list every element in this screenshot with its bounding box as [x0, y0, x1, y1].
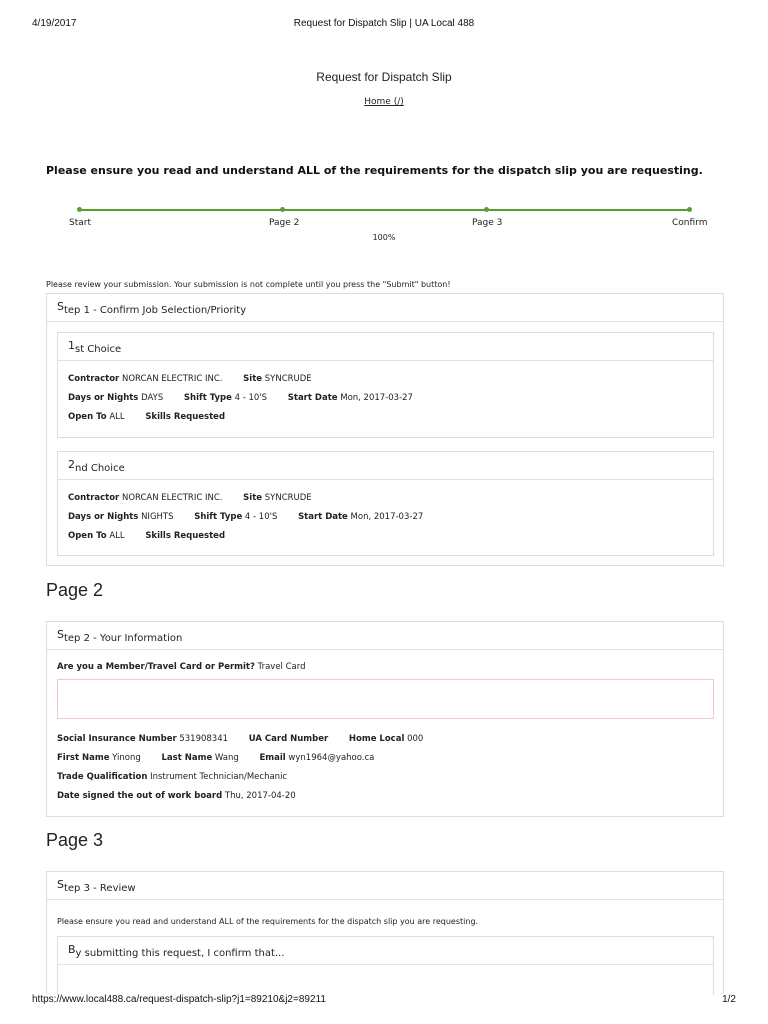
sin-label: Social Insurance Number	[57, 734, 177, 744]
step3-heading-cap: S	[57, 878, 64, 891]
email-value: wyn1964@yahoo.ca	[288, 753, 375, 763]
second-choice-row-1	[68, 493, 312, 503]
start-label: Start Date	[298, 512, 348, 522]
info-row-1	[57, 734, 423, 744]
member-details-box	[57, 679, 714, 719]
page3-title: Page 3	[46, 830, 104, 850]
shift-value: 4 - 10'S	[234, 393, 268, 403]
days-label: Days or Nights	[68, 393, 139, 403]
contractor-label: Contractor	[68, 493, 120, 503]
info-row-4	[57, 791, 296, 801]
trade-value: Instrument Technician/Mechanic	[150, 772, 288, 782]
step2-heading	[47, 622, 723, 650]
second-choice-row-3	[68, 531, 225, 541]
email-label: Email	[259, 753, 286, 763]
confirm-panel	[57, 936, 714, 995]
first-choice-row-2	[68, 393, 413, 403]
review-note: Please review your submission. Your submission is not complete until you press the "Submit" button!	[46, 280, 451, 289]
progress-step-confirm[interactable]: Confirm	[672, 218, 708, 228]
start-value: Mon, 2017-03-27	[340, 393, 413, 403]
trade-label: Trade Qualification	[57, 772, 148, 782]
contractor-label: Contractor	[68, 374, 120, 384]
second-choice-heading	[58, 452, 713, 480]
home-local-label: Home Local	[348, 734, 405, 744]
site-label: Site	[243, 374, 263, 384]
ua-card-label: UA Card Number	[248, 734, 329, 744]
site-value: SYNCRUDE	[264, 374, 312, 384]
print-document-title: Request for Dispatch Slip | UA Local 488	[293, 18, 475, 29]
progress-dot-page2	[280, 207, 285, 212]
info-row-3	[57, 772, 287, 782]
step2-panel	[46, 621, 724, 817]
shift-label: Shift Type	[183, 393, 232, 403]
skills-label: Skills Requested	[145, 531, 226, 541]
contractor-value: NORCAN ELECTRIC INC.	[121, 374, 223, 384]
step1-heading	[47, 294, 723, 322]
second-choice-panel	[57, 451, 714, 556]
requirements-warning: Please ensure you read and understand ALL of the requirements for the dispatch slip you are requesting.	[46, 164, 703, 177]
sin-value: 531908341	[179, 734, 229, 744]
confirm-heading	[58, 937, 713, 965]
shift-value: 4 - 10'S	[244, 512, 278, 522]
progress-step-page3[interactable]: Page 3	[472, 218, 503, 228]
confirm-heading-cap: B	[68, 943, 76, 956]
progress-dot-start	[77, 207, 82, 212]
site-value: SYNCRUDE	[264, 493, 312, 503]
print-footer	[32, 994, 736, 1008]
first-choice-heading-text: st Choice	[75, 344, 122, 355]
step1-panel	[46, 293, 724, 566]
days-label: Days or Nights	[68, 512, 139, 522]
open-value: ALL	[109, 531, 125, 541]
step3-panel	[46, 871, 724, 994]
first-choice-panel	[57, 332, 714, 438]
second-choice-heading-text: nd Choice	[75, 463, 125, 474]
progress-step-start[interactable]: Start	[69, 218, 91, 228]
last-name-label: Last Name	[161, 753, 213, 763]
step3-heading	[47, 872, 723, 900]
page-title: Request for Dispatch Slip	[316, 70, 452, 84]
open-label: Open To	[68, 412, 107, 422]
open-label: Open To	[68, 531, 107, 541]
last-name-value: Wang	[214, 753, 239, 763]
step1-heading-cap: S	[57, 300, 64, 313]
site-label: Site	[243, 493, 263, 503]
start-value: Mon, 2017-03-27	[350, 512, 424, 522]
progress-dot-confirm	[687, 207, 692, 212]
confirm-heading-text: y submitting this request, I confirm that...	[75, 948, 285, 959]
shift-label: Shift Type	[194, 512, 243, 522]
skills-label: Skills Requested	[145, 412, 226, 422]
first-name-label: First Name	[57, 753, 110, 763]
progress-step-page2[interactable]: Page 2	[269, 218, 300, 228]
print-date: 4/19/2017	[32, 18, 77, 29]
member-type-value: Travel Card	[257, 662, 306, 672]
first-choice-heading	[58, 333, 713, 361]
first-name-value: Yinong	[112, 753, 141, 763]
signed-date-label: Date signed the out of work board	[57, 791, 223, 801]
progress-dot-page3	[484, 207, 489, 212]
print-page-number: 1/2	[722, 994, 736, 1005]
print-url: https://www.local488.ca/request-dispatch-slip?j1=89210&j2=89211	[32, 994, 326, 1005]
step3-note: Please ensure you read and understand ALL of the requirements for the dispatch slip you are requesting.	[57, 917, 479, 926]
step3-heading-text: tep 3 - Review	[63, 883, 136, 894]
step2-heading-text: tep 2 - Your Information	[63, 633, 183, 644]
home-local-value: 000	[407, 734, 424, 744]
home-link[interactable]: Home (/)	[364, 97, 404, 107]
print-header	[32, 18, 736, 32]
member-type-label: Are you a Member/Travel Card or Permit?	[57, 662, 255, 672]
progress-track	[79, 209, 690, 211]
step2-heading-cap: S	[57, 628, 64, 641]
start-label: Start Date	[287, 393, 338, 403]
first-choice-heading-cap: 1	[68, 339, 75, 352]
second-choice-heading-cap: 2	[68, 458, 75, 471]
member-type-row	[57, 662, 306, 672]
days-value: DAYS	[141, 393, 164, 403]
contractor-value: NORCAN ELECTRIC INC.	[121, 493, 223, 503]
open-value: ALL	[109, 412, 125, 422]
step1-heading-text: tep 1 - Confirm Job Selection/Priority	[63, 305, 247, 316]
second-choice-row-2	[68, 512, 423, 522]
first-choice-row-3	[68, 412, 225, 422]
info-row-2	[57, 753, 374, 763]
progress-percent: 100%	[372, 233, 396, 242]
first-choice-row-1	[68, 374, 312, 384]
days-value: NIGHTS	[141, 512, 174, 522]
signed-date-value: Thu, 2017-04-20	[224, 791, 296, 801]
page2-title: Page 2	[46, 580, 104, 600]
